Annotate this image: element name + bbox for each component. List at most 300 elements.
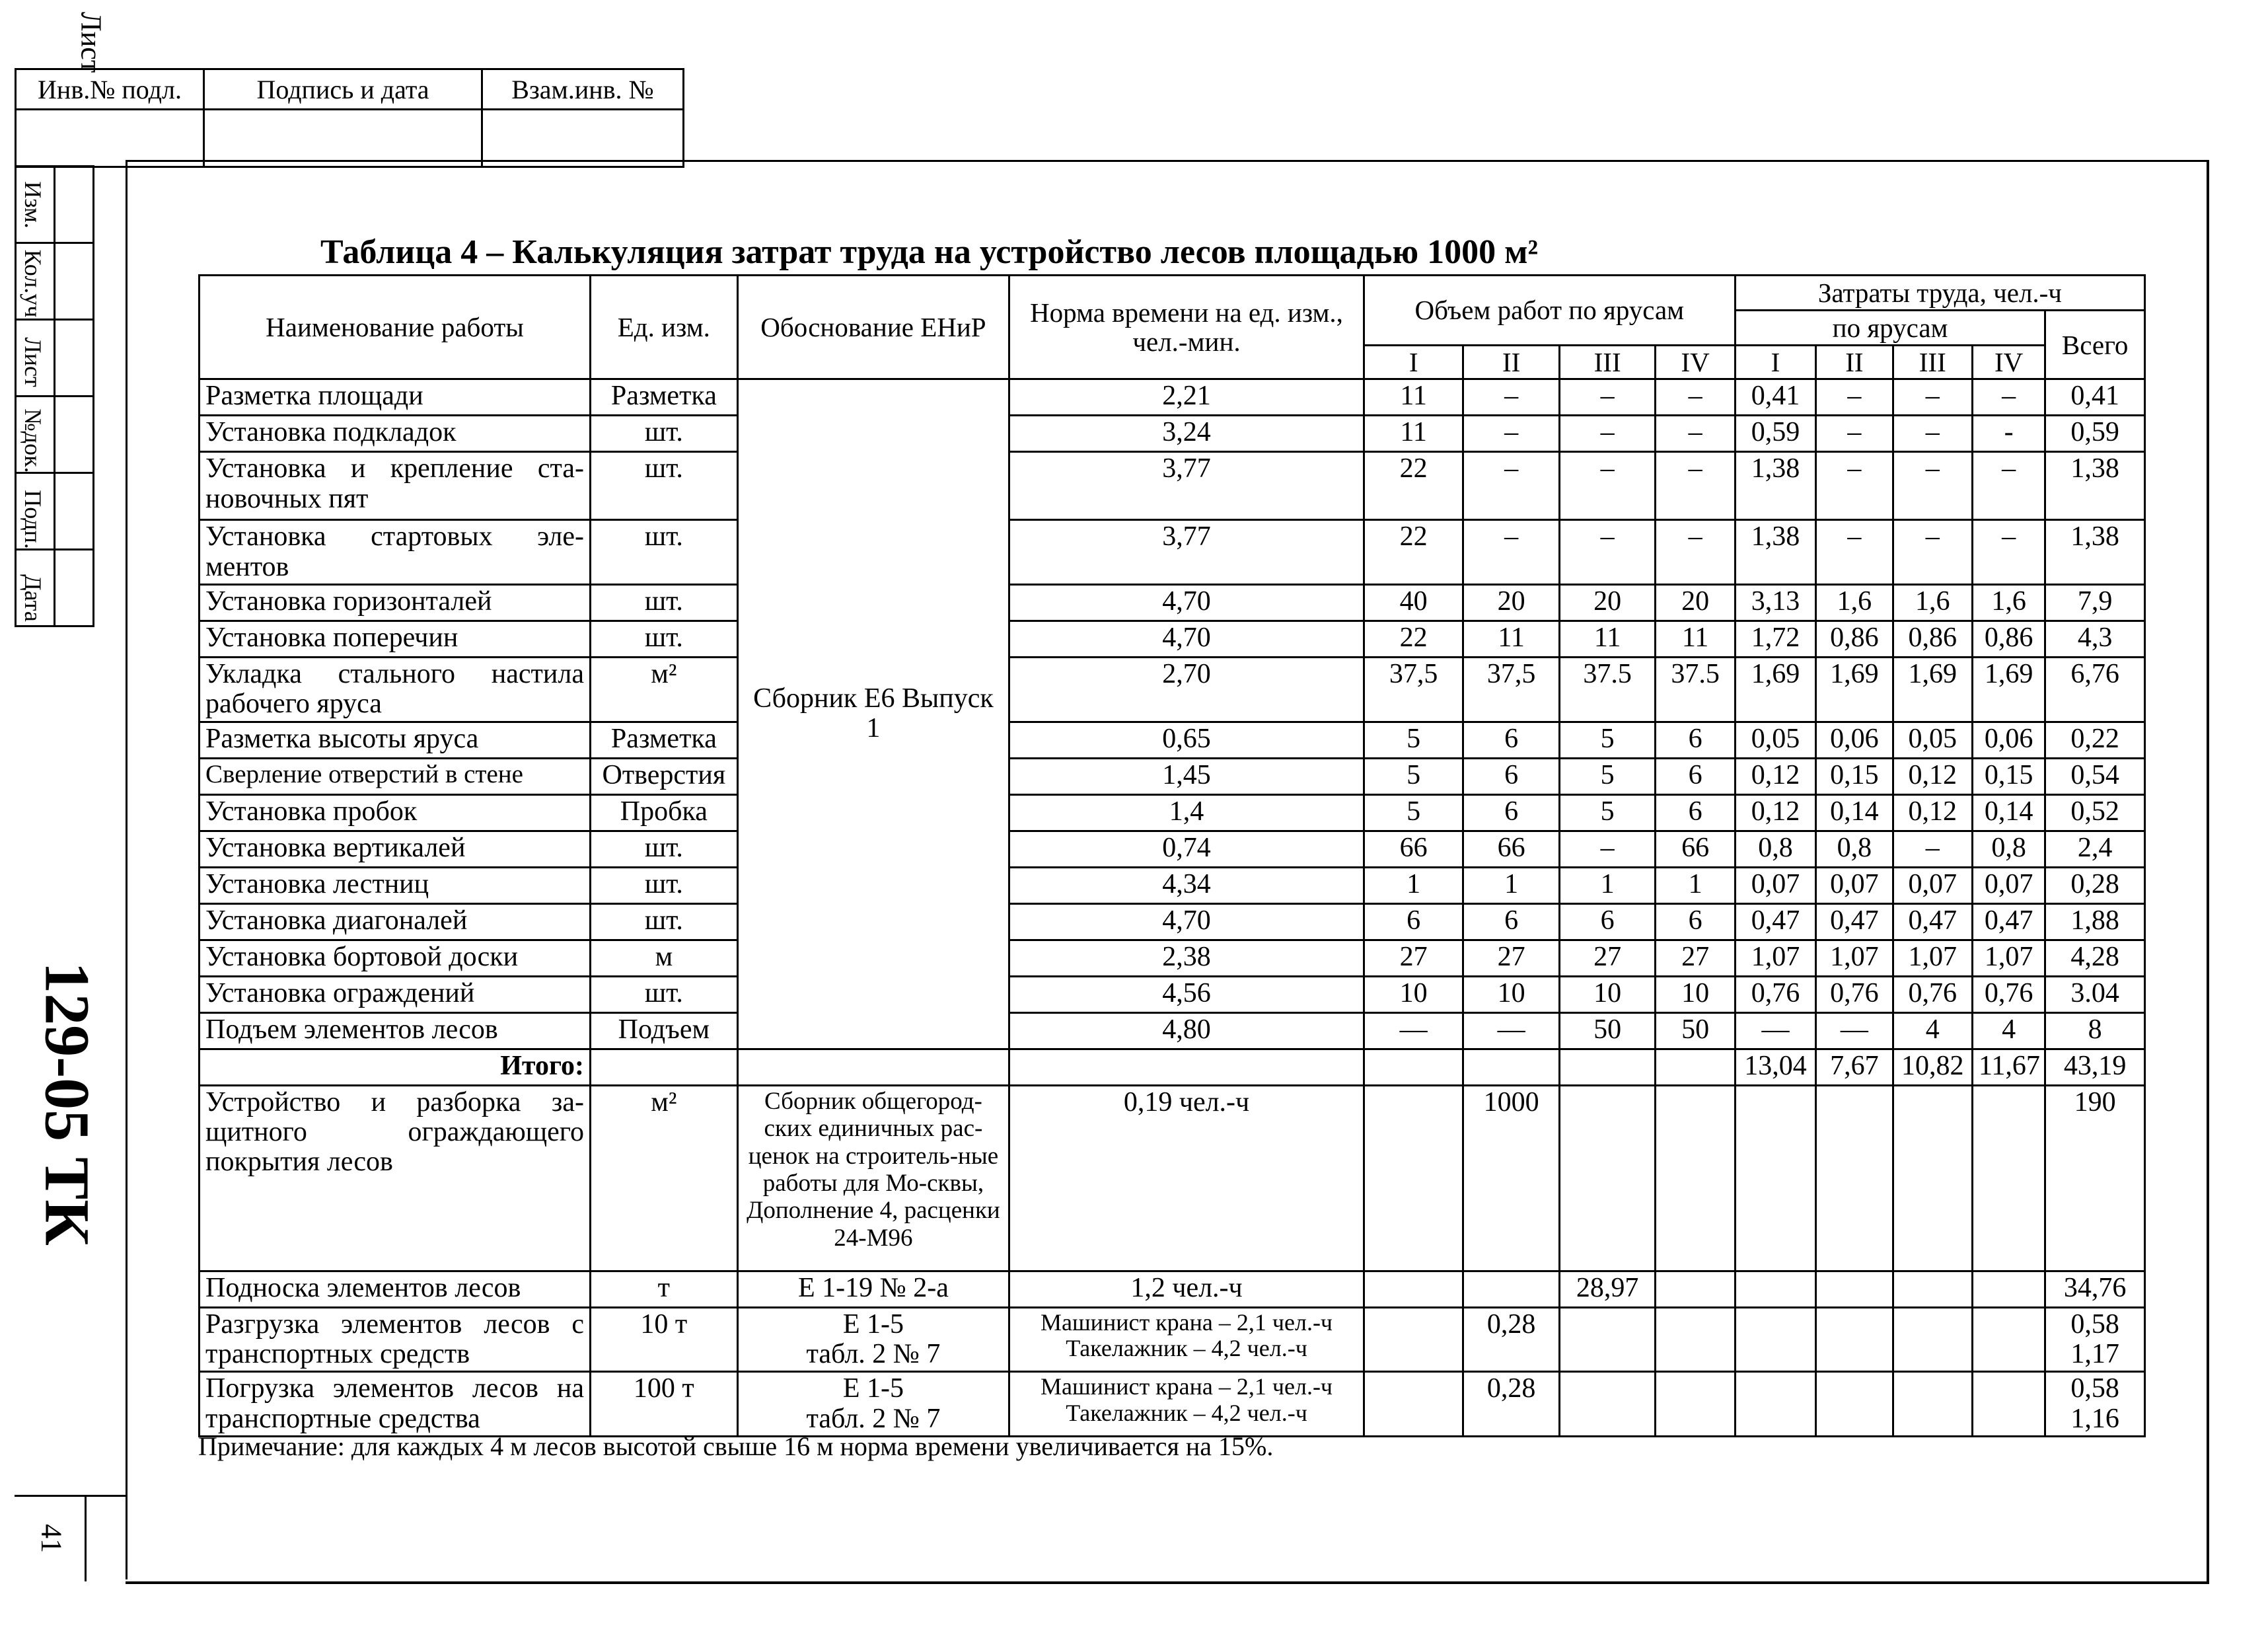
row-vol: 5 (1559, 758, 1655, 794)
total-line-2: 1,16 (2070, 1403, 2119, 1434)
row-lab: 4 (1972, 1012, 2045, 1049)
row-vol: — (1364, 1012, 1463, 1049)
empty-cell (1893, 1372, 1972, 1437)
row-norm: 3,77 (1009, 520, 1364, 585)
row-lab: 0,12 (1893, 758, 1972, 794)
header-vol-tier: I (1364, 346, 1463, 379)
row-vol: 11 (1559, 621, 1655, 657)
row-vol: 66 (1463, 831, 1559, 867)
side-label-list: Лист (20, 336, 46, 387)
row-basis (737, 1307, 1009, 1372)
table-row (200, 903, 2145, 940)
row-vol: 37.5 (1559, 657, 1655, 722)
row-vol: 6 (1463, 722, 1559, 758)
row-vol: 5 (1559, 722, 1655, 758)
table-row (200, 621, 2145, 657)
row-total: 1,38 (2045, 452, 2145, 520)
empty-cell (1656, 1372, 1735, 1437)
totals-total: 43,19 (2045, 1049, 2145, 1085)
row-lab: – (1893, 416, 1972, 452)
sheet-label: Лист (75, 11, 108, 73)
empty-cell (1656, 1049, 1735, 1085)
totals-lab: 7,67 (1816, 1049, 1893, 1085)
table-row (200, 452, 2145, 520)
table-row (200, 379, 2145, 416)
row-lab: – (1816, 520, 1893, 585)
row-total: 2,4 (2045, 831, 2145, 867)
row-vol: 10 (1364, 976, 1463, 1012)
row-unit: м² (590, 1085, 737, 1271)
table-title: Таблица 4 – Калькуляция затрат труда на устройство лесов площадью 1000 м² (320, 233, 1539, 271)
row-vol: – (1656, 520, 1735, 585)
empty-cell (1364, 1085, 1463, 1271)
row-lab: 0,15 (1816, 758, 1893, 794)
row-name: Погрузка элементов лесов на транспортные средства (200, 1372, 591, 1437)
row-name: Установка лестниц (200, 867, 591, 903)
row-norm: 2,70 (1009, 657, 1364, 722)
row-lab: 0,86 (1893, 621, 1972, 657)
table-row (200, 867, 2145, 903)
row-lab: – (1893, 379, 1972, 416)
row-total: 4,28 (2045, 940, 2145, 976)
row-unit: Отверстия (590, 758, 737, 794)
empty-cell (1463, 1049, 1559, 1085)
row-total: 34,76 (2045, 1271, 2145, 1307)
row-vol: – (1559, 831, 1655, 867)
row-lab: 0,07 (1893, 867, 1972, 903)
header-lab-tier: II (1816, 346, 1893, 379)
row-norm: 4,34 (1009, 867, 1364, 903)
empty-cell (1364, 1271, 1463, 1307)
header-vol-tier: II (1463, 346, 1559, 379)
row-total: 8 (2045, 1012, 2145, 1049)
row-total (2045, 1372, 2145, 1437)
stamp-signature-value (204, 110, 482, 167)
row-lab: 1,38 (1735, 520, 1815, 585)
header-vol-tier: III (1559, 346, 1655, 379)
row-unit: шт. (590, 867, 737, 903)
sheet-box (15, 1495, 126, 1581)
stamp-inventory-value (16, 110, 204, 167)
row-name: Разгрузка элементов лесов с транспортных средств (200, 1307, 591, 1372)
row-vol: 6 (1463, 794, 1559, 831)
row-total: 190 (2045, 1085, 2145, 1271)
row-lab: 0,76 (1972, 976, 2045, 1012)
row-unit: 10 т (590, 1307, 737, 1372)
row-lab: – (1972, 452, 2045, 520)
norm-line-2: Такелажник – 4,2 чел.-ч (1066, 1335, 1307, 1362)
row-name: Установка поперечин (200, 621, 591, 657)
row-lab: 1,07 (1893, 940, 1972, 976)
side-label-podp: Подп. (20, 489, 46, 549)
row-unit: м (590, 940, 737, 976)
row-unit: шт. (590, 831, 737, 867)
header-norm: Норма времени на ед. изм., чел.-мин. (1009, 276, 1364, 379)
row-vol: 27 (1364, 940, 1463, 976)
row-lab: 1,69 (1972, 657, 2045, 722)
row-lab: 0,14 (1816, 794, 1893, 831)
stamp-inventory-label: Инв.№ подл. (16, 69, 204, 110)
row-vol: – (1463, 520, 1559, 585)
table-row (200, 976, 2145, 1012)
row-lab: 4 (1893, 1012, 1972, 1049)
total-line-1: 0,58 (2070, 1308, 2119, 1340)
document-code: 129-05 ТК (32, 962, 103, 1246)
header-lab-tier: I (1735, 346, 1815, 379)
row-unit: шт. (590, 584, 737, 621)
basis-line-1: Е 1-5 (842, 1308, 904, 1340)
row-unit: шт. (590, 452, 737, 520)
empty-cell (1559, 1372, 1655, 1437)
side-cell (55, 320, 94, 397)
norm-line-1: Машинист крана – 2,1 чел.-ч (1040, 1308, 1333, 1336)
row-lab: 1,69 (1893, 657, 1972, 722)
total-line-1: 0,58 (2070, 1373, 2119, 1404)
row-norm: 4,70 (1009, 584, 1364, 621)
row-lab: 0,8 (1816, 831, 1893, 867)
row-norm: 0,65 (1009, 722, 1364, 758)
row-vol: 27 (1559, 940, 1655, 976)
row-name: Установка горизонталей (200, 584, 591, 621)
empty-cell (1735, 1372, 1815, 1437)
row-vol: 28,97 (1559, 1271, 1655, 1307)
row-lab: 0,05 (1735, 722, 1815, 758)
row-name: Установка подкладок (200, 416, 591, 452)
table-body (200, 379, 2145, 1437)
row-basis: Сборник общегород-ских единичных рас-ценок на строитель-ные работы для Мо-сквы, Дополнение 4, расценки 24-М96 (737, 1085, 1009, 1271)
frame-left-line (126, 160, 128, 1579)
row-name: Подъем элементов лесов (200, 1012, 591, 1049)
empty-cell (1559, 1085, 1655, 1271)
row-lab: 0,12 (1735, 758, 1815, 794)
row-lab: 0,47 (1972, 903, 2045, 940)
table-row (200, 416, 2145, 452)
sheet-number: 41 (35, 1523, 68, 1553)
row-name: Установка ограждений (200, 976, 591, 1012)
row-norm: 3,77 (1009, 452, 1364, 520)
row-total: 0,54 (2045, 758, 2145, 794)
row-lab: 0,06 (1816, 722, 1893, 758)
row-vol: 1 (1559, 867, 1655, 903)
row-lab: 0,76 (1893, 976, 1972, 1012)
empty-cell (1972, 1271, 2045, 1307)
row-lab: 0,41 (1735, 379, 1815, 416)
row-vol: 27 (1463, 940, 1559, 976)
row-unit: м² (590, 657, 737, 722)
empty-cell (1463, 1271, 1559, 1307)
row-vol: 6 (1656, 758, 1735, 794)
row-vol: – (1656, 416, 1735, 452)
header-unit: Ед. изм. (590, 276, 737, 379)
table-row (200, 722, 2145, 758)
row-vol: 66 (1656, 831, 1735, 867)
row-lab: 0,47 (1893, 903, 1972, 940)
row-vol: 11 (1364, 379, 1463, 416)
empty-cell (1009, 1049, 1364, 1085)
row-total: 0,41 (2045, 379, 2145, 416)
stamp-replacement-value (482, 110, 684, 167)
row-lab: 0,06 (1972, 722, 2045, 758)
row-lab: 0,8 (1972, 831, 2045, 867)
row-lab: – (1893, 520, 1972, 585)
labor-cost-table (198, 274, 2146, 1437)
totals-lab: 11,67 (1972, 1049, 2045, 1085)
row-lab: – (1893, 452, 1972, 520)
row-vol: 22 (1364, 520, 1463, 585)
row-unit: шт. (590, 520, 737, 585)
row-total: 0,28 (2045, 867, 2145, 903)
row-name: Устройство и разборка за-щитного ограждающего покрытия лесов (200, 1085, 591, 1271)
row-unit: Подъем (590, 1012, 737, 1049)
row-vol: 1000 (1463, 1085, 1559, 1271)
row-name: Установка диагоналей (200, 903, 591, 940)
row-vol: 1 (1364, 867, 1463, 903)
empty-cell (1735, 1085, 1815, 1271)
row-vol: 11 (1656, 621, 1735, 657)
basis-line-1: Е 1-5 (842, 1373, 904, 1404)
row-total: 0,59 (2045, 416, 2145, 452)
row-lab: 0,8 (1735, 831, 1815, 867)
row-vol: 40 (1364, 584, 1463, 621)
row-lab: 0,47 (1735, 903, 1815, 940)
header-lab-tier: III (1893, 346, 1972, 379)
row-norm: 2,38 (1009, 940, 1364, 976)
row-vol: 37,5 (1463, 657, 1559, 722)
row-vol: 0,28 (1463, 1307, 1559, 1372)
table-row (200, 520, 2145, 585)
row-vol: 20 (1656, 584, 1735, 621)
totals-lab: 10,82 (1893, 1049, 1972, 1085)
row-vol: 37.5 (1656, 657, 1735, 722)
row-total: 0,22 (2045, 722, 2145, 758)
header-total: Всего (2045, 311, 2145, 379)
table-row (200, 1012, 2145, 1049)
row-name: Установка вертикалей (200, 831, 591, 867)
row-lab: 1,72 (1735, 621, 1815, 657)
row-lab: 1,6 (1972, 584, 2045, 621)
row-lab: 1,69 (1816, 657, 1893, 722)
row-name: Установка стартовых эле-ментов (200, 520, 591, 585)
row-vol: 11 (1463, 621, 1559, 657)
table-row (200, 758, 2145, 794)
row-total: 1,88 (2045, 903, 2145, 940)
side-label-data: Дата (20, 574, 46, 622)
empty-cell (1972, 1372, 2045, 1437)
row-norm: 4,80 (1009, 1012, 1364, 1049)
empty-cell (1893, 1307, 1972, 1372)
empty-cell (1735, 1271, 1815, 1307)
row-vol: – (1463, 379, 1559, 416)
row-vol: 10 (1463, 976, 1559, 1012)
table-note: Примечание: для каждых 4 м лесов высотой свыше 16 м норма времени увеличивается на 15%. (198, 1431, 1274, 1461)
group-basis: Сборник Е6 Выпуск 1 (737, 379, 1009, 1049)
row-total: 0,52 (2045, 794, 2145, 831)
empty-cell (1559, 1049, 1655, 1085)
row-vol: 6 (1463, 758, 1559, 794)
row-vol: 10 (1656, 976, 1735, 1012)
side-cell (55, 243, 94, 320)
row-norm: 4,70 (1009, 903, 1364, 940)
row-name: Разметка площади (200, 379, 591, 416)
row-vol: 6 (1656, 794, 1735, 831)
empty-cell (1559, 1307, 1655, 1372)
row-norm: 1,45 (1009, 758, 1364, 794)
empty-cell (737, 1049, 1009, 1085)
row-vol: 22 (1364, 621, 1463, 657)
row-lab: 1,6 (1893, 584, 1972, 621)
empty-cell (590, 1049, 737, 1085)
row-lab: 1,07 (1735, 940, 1815, 976)
row-name: Укладка стального настила рабочего яруса (200, 657, 591, 722)
row-norm: 0,19 чел.-ч (1009, 1085, 1364, 1271)
row-total: 1,38 (2045, 520, 2145, 585)
row-vol: 5 (1364, 722, 1463, 758)
row-vol: 37,5 (1364, 657, 1463, 722)
row-vol: – (1656, 452, 1735, 520)
row-vol: 5 (1364, 758, 1463, 794)
row-lab: 0,86 (1816, 621, 1893, 657)
empty-cell (1735, 1307, 1815, 1372)
row-vol: — (1463, 1012, 1559, 1049)
row-lab: 0,59 (1735, 416, 1815, 452)
row-basis: Е 1-19 № 2-а (737, 1271, 1009, 1307)
header-volume: Объем работ по ярусам (1364, 276, 1735, 346)
table-row (200, 831, 2145, 867)
row-name: Установка пробок (200, 794, 591, 831)
row-lab: 1,07 (1972, 940, 2045, 976)
side-cell (55, 550, 94, 626)
row-basis (737, 1372, 1009, 1437)
row-vol: – (1463, 452, 1559, 520)
row-lab: — (1735, 1012, 1815, 1049)
empty-cell (1364, 1049, 1463, 1085)
table-row (200, 584, 2145, 621)
header-basis: Обоснование ЕНиР (737, 276, 1009, 379)
header-name: Наименование работы (200, 276, 591, 379)
row-vol: 10 (1559, 976, 1655, 1012)
row-lab: 1,38 (1735, 452, 1815, 520)
empty-cell (1816, 1307, 1893, 1372)
row-name: Сверление отверстий в стене (200, 758, 591, 794)
row-norm: 4,70 (1009, 621, 1364, 657)
row-lab: 0,76 (1816, 976, 1893, 1012)
row-lab: 0,14 (1972, 794, 2045, 831)
row-vol: 20 (1463, 584, 1559, 621)
row-lab: 1,69 (1735, 657, 1815, 722)
row-total: 6,76 (2045, 657, 2145, 722)
row-vol: 20 (1559, 584, 1655, 621)
row-vol: 66 (1364, 831, 1463, 867)
empty-cell (1972, 1307, 2045, 1372)
row-unit: т (590, 1271, 737, 1307)
row-vol: – (1559, 520, 1655, 585)
row-lab: 0,07 (1972, 867, 2045, 903)
row-vol: 6 (1656, 722, 1735, 758)
row-vol: 11 (1364, 416, 1463, 452)
row-name: Разметка высоты яруса (200, 722, 591, 758)
side-cell (55, 473, 94, 550)
empty-cell (1656, 1271, 1735, 1307)
table-row (200, 657, 2145, 722)
row-vol: 22 (1364, 452, 1463, 520)
row-vol: 6 (1364, 903, 1463, 940)
norm-line-2: Такелажник – 4,2 чел.-ч (1066, 1400, 1307, 1427)
total-line-2: 1,17 (2070, 1339, 2119, 1370)
row-norm: 2,21 (1009, 379, 1364, 416)
empty-cell (1656, 1085, 1735, 1271)
row-norm: 1,2 чел.-ч (1009, 1271, 1364, 1307)
basis-line-2: табл. 2 № 7 (806, 1339, 941, 1370)
totals-lab: 13,04 (1735, 1049, 1815, 1085)
row-lab: 0,47 (1816, 903, 1893, 940)
totals-row (200, 1049, 2145, 1085)
extra-row (200, 1085, 2145, 1271)
row-vol: – (1559, 379, 1655, 416)
row-unit: шт. (590, 976, 737, 1012)
row-lab: 3,13 (1735, 584, 1815, 621)
row-lab: 0,07 (1816, 867, 1893, 903)
empty-cell (1816, 1372, 1893, 1437)
row-lab: 0,07 (1735, 867, 1815, 903)
row-vol: – (1656, 379, 1735, 416)
row-norm: 1,4 (1009, 794, 1364, 831)
row-norm (1009, 1307, 1364, 1372)
row-total: 3.04 (2045, 976, 2145, 1012)
row-unit: Разметка (590, 379, 737, 416)
row-norm (1009, 1372, 1364, 1437)
header-vol-tier: IV (1656, 346, 1735, 379)
row-lab: 0,12 (1735, 794, 1815, 831)
side-label-izm: Изм. (20, 180, 46, 229)
row-name: Установка бортовой доски (200, 940, 591, 976)
row-norm: 0,74 (1009, 831, 1364, 867)
row-vol: 6 (1559, 903, 1655, 940)
row-vol: 0,28 (1463, 1372, 1559, 1437)
row-name: Подноска элементов лесов (200, 1271, 591, 1307)
empty-cell (1972, 1085, 2045, 1271)
row-vol: 27 (1656, 940, 1735, 976)
row-vol: 50 (1656, 1012, 1735, 1049)
extra-row (200, 1307, 2145, 1372)
row-lab: 0,86 (1972, 621, 2045, 657)
extra-row (200, 1271, 2145, 1307)
table-row (200, 940, 2145, 976)
header-labor: Затраты труда, чел.-ч (1735, 276, 2144, 311)
norm-line-1: Машинист крана – 2,1 чел.-ч (1040, 1373, 1333, 1400)
row-total (2045, 1307, 2145, 1372)
approval-stamp (15, 68, 684, 168)
row-lab: 0,15 (1972, 758, 2045, 794)
row-lab: - (1972, 416, 2045, 452)
row-unit: шт. (590, 621, 737, 657)
row-vol: 50 (1559, 1012, 1655, 1049)
empty-cell (1364, 1372, 1463, 1437)
row-lab: – (1972, 379, 2045, 416)
row-name: Установка и крепление ста-новочных пят (200, 452, 591, 520)
row-norm: 3,24 (1009, 416, 1364, 452)
row-lab: — (1816, 1012, 1893, 1049)
extra-row (200, 1372, 2145, 1437)
row-unit: Разметка (590, 722, 737, 758)
row-vol: 1 (1656, 867, 1735, 903)
row-lab: – (1972, 520, 2045, 585)
stamp-replacement-label: Взам.инв. № (482, 69, 684, 110)
row-total: 4,3 (2045, 621, 2145, 657)
totals-label: Итого: (200, 1049, 591, 1085)
row-total: 7,9 (2045, 584, 2145, 621)
empty-cell (1816, 1271, 1893, 1307)
row-unit: шт. (590, 903, 737, 940)
